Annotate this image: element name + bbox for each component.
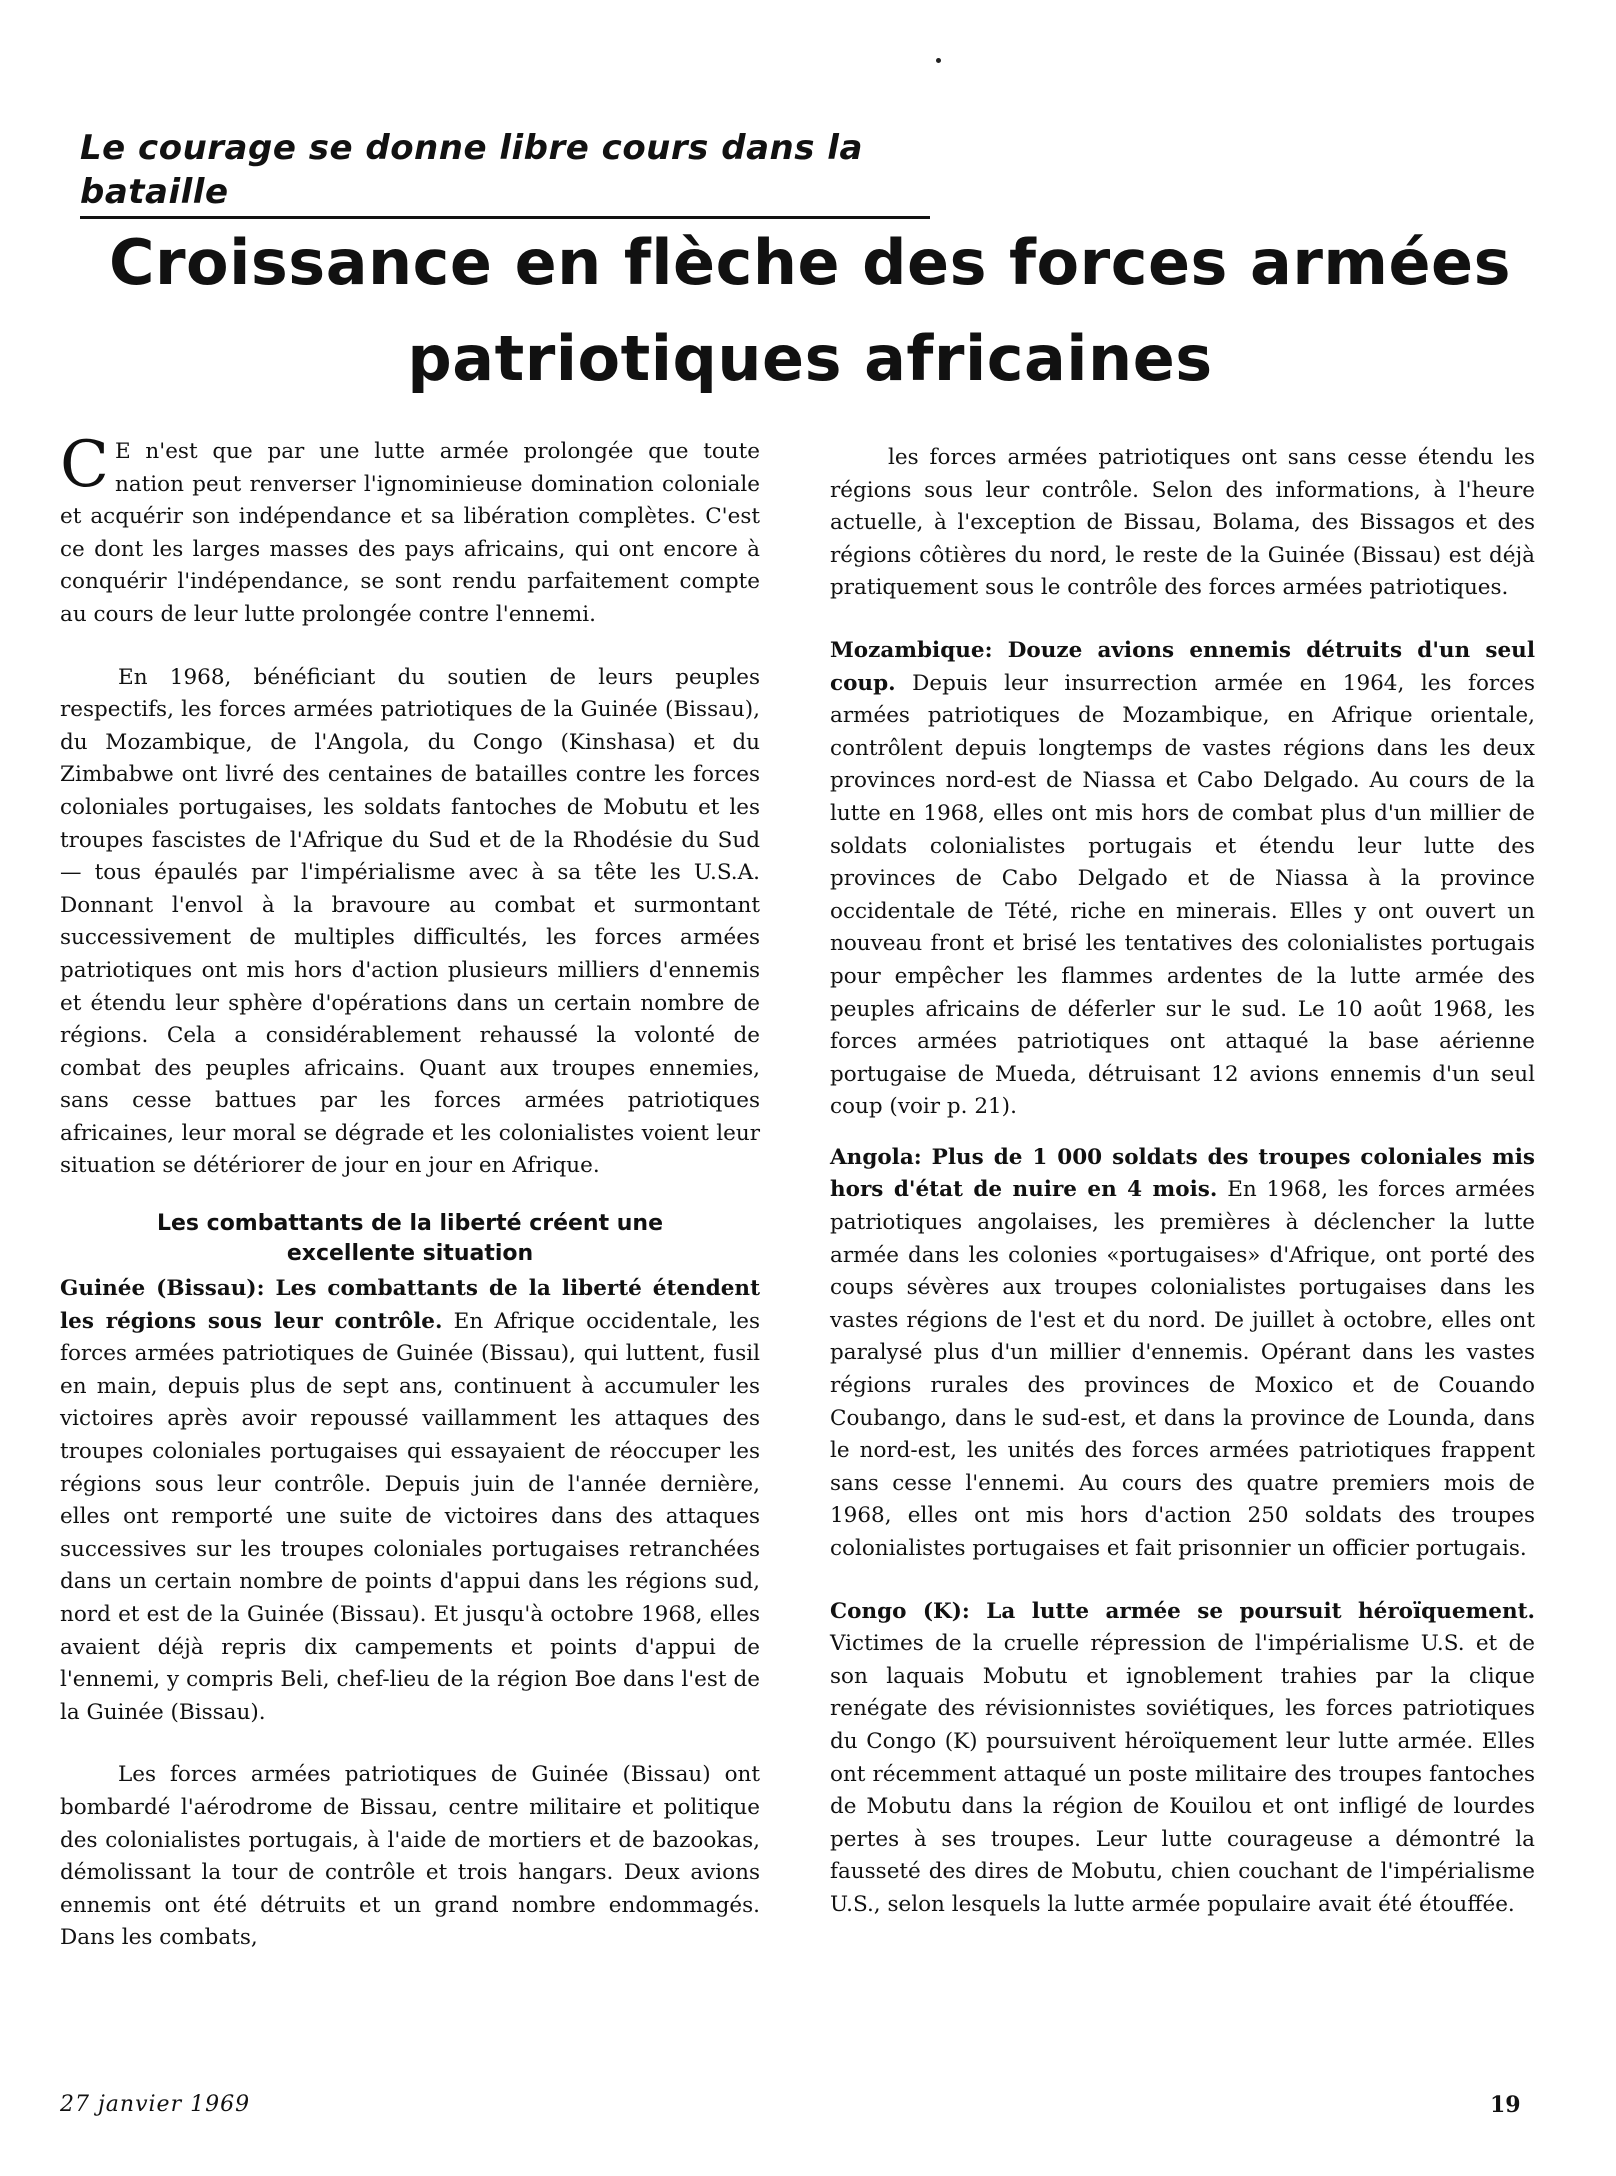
mozambique-text: Depuis leur insurrection armée en 1964, les forces armées patriotiques de Mozambique, en Afrique orientale, contrôlent depuis longtemps de vastes régions dans les deux provinces nord-est de Niassa et Cabo Delgado. Au cours de la lutte en 1968, elles ont mis hors de combat plus d'un millier de soldats colonialistes portugais et étendu leur lutte des provinces de Cabo Delgado et de Niassa à la province occidentale de Tété, riche en minerais. Elles y ont ouvert un nouveau front et brisé les tentatives des colonialistes portugais pour empêcher les flammes ardentes de la lutte armée des peuples africains de déferler sur le sud. Le 10 août 1968, les forces armées patriotiques ont attaqué la base aérienne portugaise de Mueda, détruisant 12 avions ennemis d'un seul coup (voir p. 21). [830, 670, 1535, 1120]
headline [80, 215, 1540, 407]
headline-line-1: Croissance en flèche des forces armées [108, 226, 1512, 299]
paragraph-1968: En 1968, bénéficiant du soutien de leurs peuples respectifs, les forces armées patriotiques de la Guinée (Bissau), du Mozambique, de l'Angola, du Congo (Kinshasa) et du Zimbabwe ont livré des centaines de batailles contre les forces coloniales portugaises, les soldats fantoches de Mobutu et les troupes fascistes de l'Afrique du Sud et de la Rhodésie du Sud — tous épaulés par l'impérialisme avec à sa tête les U.S.A. Donnant l'envol à la bravoure au combat et surmontant successivement de multiples difficultés, les forces armées patriotiques ont mis hors d'action plusieurs milliers d'ennemis et étendu leur sphère d'opérations dans un certain nombre de régions. Cela a considérablement rehaussé la volonté de combat des peuples africains. Quant aux troupes ennemies, sans cesse battues par les forces armées patriotiques africaines, leur moral se dégrade et les colonialistes voient leur situation se détériorer de jour en jour en Afrique. [60, 664, 760, 1179]
intro-paragraph [60, 428, 760, 632]
guinee-section [60, 1273, 760, 1729]
congo-text: Victimes de la cruelle répression de l'impérialisme U.S. et de son laquais Mobutu et ignoblement trahies par la clique renégate des révisionnistes soviétiques, les forces patriotiques du Congo (K) poursuivent héroïquement leur lutte armée. Elles ont récemment attaqué un poste militaire des troupes fantoches de Mobutu dans la région de Kouilou et ont infligé de lourdes pertes à ses troupes. Leur lutte courageuse a démontré la fausseté des dires de Mobutu, chien couchant de l'impérialisme U.S., selon lesquels la lutte armée populaire avait été étouffée. [830, 1631, 1535, 1917]
intro-text: E n'est que par une lutte armée prolongée que toute nation peut renverser l'ignominieuse domination coloniale et acquérir son indépendance et sa libération complètes. C'est ce dont les larges masses des pays africains, qui ont encore à conquérir l'indépendance, se sont rendu parfaitement compte au cours de leur lutte prolongée contre l'ennemi. [60, 439, 760, 627]
print-speck [936, 58, 941, 63]
mozambique-section [830, 635, 1535, 1124]
angola-lead: Angola: Plus de 1 000 soldats des troupes coloniales mis hors d'état de nuire en 4 mois. [830, 1144, 1535, 1203]
guinee-text: En Afrique occidentale, les forces armées patriotiques de Guinée (Bissau), qui luttent, fusil en main, depuis plus de sept ans, continuent à accumuler les victoires après avoir repoussé vaillamment les attaques des troupes coloniales portugaises qui essayaient de réoccuper les régions sous leur contrôle. Depuis juin de l'année dernière, elles ont remporté une suite de victoires dans des attaques successives sur les troupes coloniales portugaises retranchées dans un certain nombre de points d'appui dans les régions sud, nord et est de la Guinée (Bissau). Et jusqu'à octobre 1968, elles avaient déjà repris dix campements et points d'appui de l'ennemi, y compris Beli, chef-lieu de la région Boe dans l'est de la Guinée (Bissau). [60, 1308, 760, 1725]
subhead-line-1: Les combattants de la liberté créent une [156, 1211, 664, 1237]
congo-section [830, 1596, 1535, 1922]
kicker: Le courage se donne libre cours dans la bataille [80, 126, 930, 219]
drop-cap: C [60, 428, 109, 502]
guinee-lead: Guinée (Bissau): Les combattants de la liberté étendent les régions sous leur contrôle. [60, 1276, 760, 1334]
left-column [60, 428, 760, 1955]
right-column [830, 442, 1535, 1922]
issue-date: 27 janvier 1969 [60, 2092, 251, 2117]
subhead-line-2: excellente situation [286, 1241, 534, 1267]
continuation-paragraph: les forces armées patriotiques ont sans cesse étendu les régions sous leur contrôle. Selon des informations, à l'heure actuelle, à l'exception de Bissau, Bolama, des Bissagos et des régions côtières du nord, le reste de la Guinée (Bissau) est déjà pratiquement sous le contrôle des forces armées patriotiques. [830, 445, 1535, 601]
angola-section [830, 1142, 1535, 1566]
section-subhead [60, 1209, 760, 1269]
page-number: 19 [1490, 2092, 1521, 2118]
congo-lead: Congo (K): La lutte armée se poursuit héroïquement. [830, 1598, 1535, 1624]
mozambique-lead: Mozambique: Douze avions ennemis détruits d'un seul coup. [830, 637, 1535, 696]
paragraph-bissau: Les forces armées patriotiques de Guinée (Bissau) ont bombardé l'aérodrome de Bissau, centre militaire et politique des colonialistes portugais, à l'aide de mortiers et de bazookas, démolissant la tour de contrôle et trois hangars. Deux avions ennemis ont été détruits et un grand nombre endommagés. Dans les combats, [60, 1762, 760, 1951]
headline-line-2: patriotiques africaines [407, 322, 1213, 395]
angola-text: En 1968, les forces armées patriotiques angolaises, les premières à déclencher la lutte armée dans les colonies «portugaises» d'Afrique, ont porté des coups sévères aux troupes colonialistes portugaises dans les vastes régions de l'est et du nord. De juillet à octobre, elles ont paralysé plus d'un millier d'ennemis. Opérant dans les vastes régions rurales des provinces de Moxico et de Couando Coubango, dans le sud-est, et dans la province de Lounda, dans le nord-est, les unités des forces armées patriotiques frappent sans cesse l'ennemi. Au cours des quatre premiers mois de 1968, elles ont mis hors d'action 250 soldats des troupes colonialistes portugaises et fait prisonnier un officier portugais. [830, 1177, 1535, 1561]
